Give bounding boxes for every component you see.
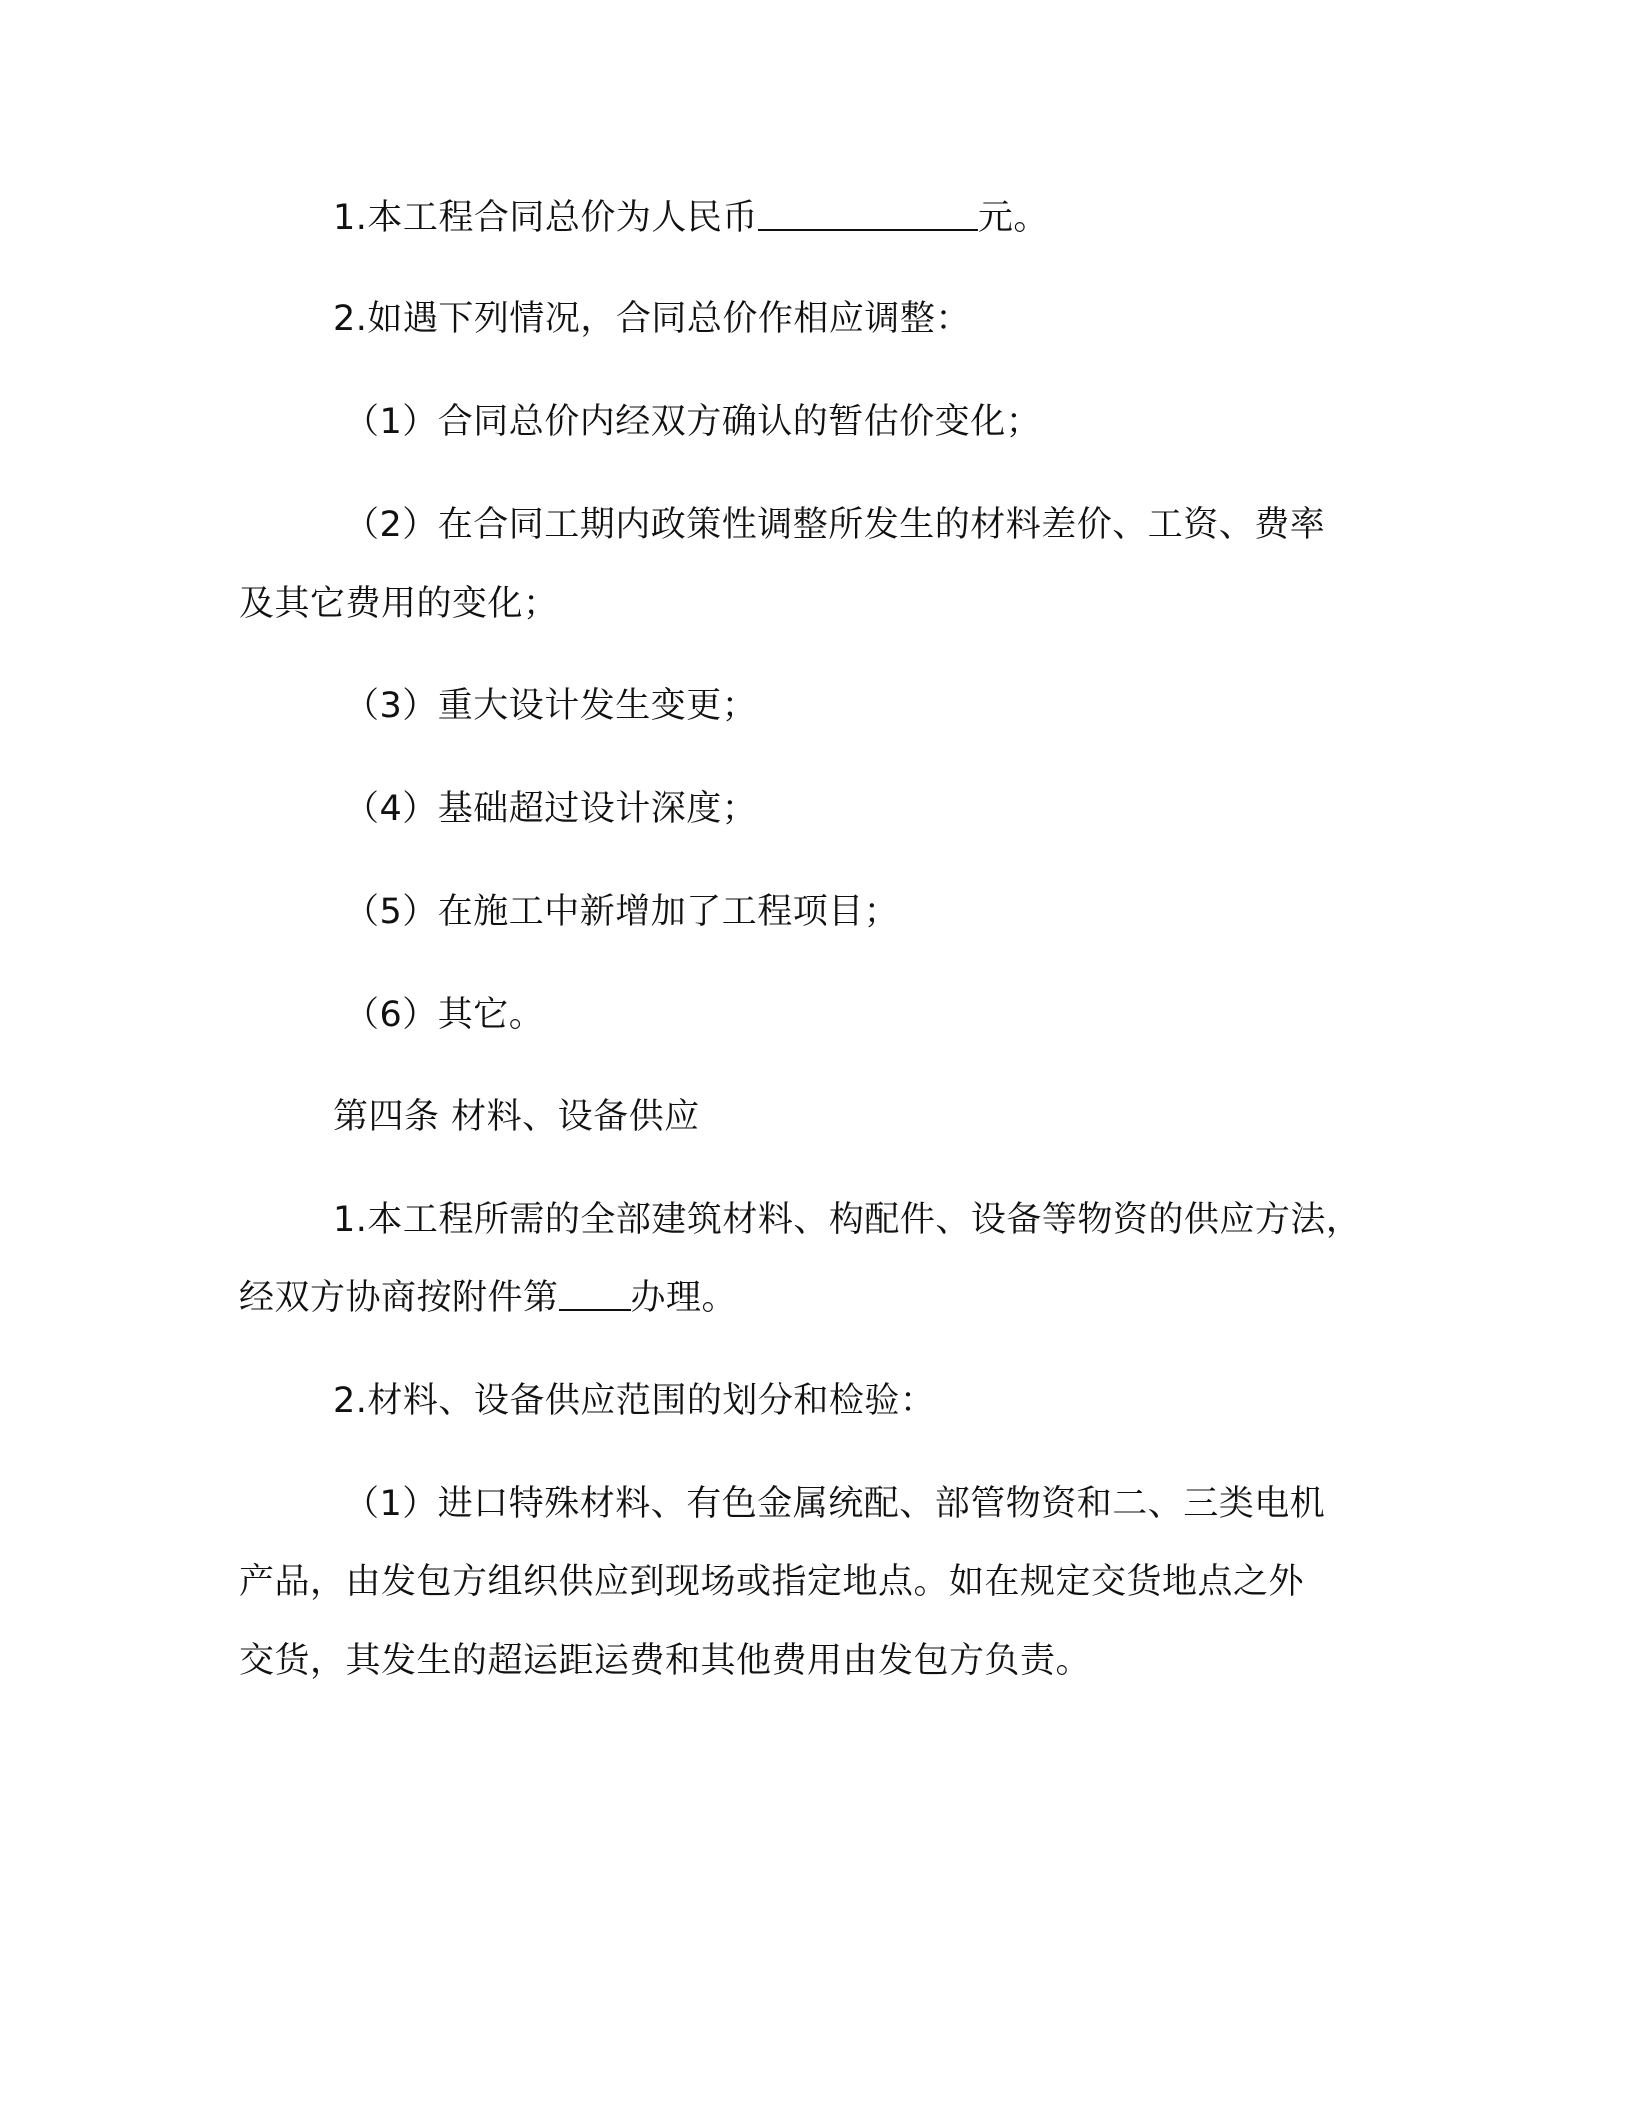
adjustment-item-4: （4）基础超过设计深度； (344, 789, 758, 829)
adjustment-item-6: （6）其它。 (344, 995, 545, 1035)
adjustment-item-2-line-1: （2）在合同工期内政策性调整所发生的材料差价、工资、费率 (344, 505, 1326, 545)
price-item-1-prefix: 1.本工程合同总价为人民币 (333, 198, 758, 238)
adjustment-item-2-line-2: 及其它费用的变化； (239, 584, 559, 624)
adjustment-item-5: （5）在施工中新增加了工程项目； (344, 892, 900, 932)
article-4-heading: 第四条 材料、设备供应 (333, 1097, 700, 1137)
supply-scope-item-1-line-1: （1）进口特殊材料、有色金属统配、部管物资和二、三类电机 (344, 1484, 1326, 1524)
adjustment-item-1: （1）合同总价内经双方确认的暂估价变化； (344, 402, 1042, 442)
supply-item-2: 2.材料、设备供应范围的划分和检验： (333, 1381, 936, 1421)
annex-number-blank (559, 1279, 631, 1311)
price-amount-blank (758, 199, 978, 231)
supply-item-1-line-2 (239, 1278, 737, 1318)
price-item-1-suffix: 元。 (977, 198, 1049, 238)
adjustment-item-3: （3）重大设计发生变更； (344, 686, 758, 726)
supply-item-1-line-2-prefix: 经双方协商按附件第 (239, 1278, 559, 1318)
supply-item-1-line-1: 1.本工程所需的全部建筑材料、构配件、设备等物资的供应方法， (333, 1200, 1362, 1240)
supply-scope-item-1-line-3: 交货，其发生的超运距运费和其他费用由发包方负责。 (239, 1641, 1092, 1681)
price-item-2: 2.如遇下列情况，合同总价作相应调整： (333, 299, 971, 339)
price-item-1 (333, 198, 1049, 238)
supply-item-1-line-2-suffix: 办理。 (630, 1278, 738, 1318)
supply-scope-item-1-line-2: 产品，由发包方组织供应到现场或指定地点。如在规定交货地点之外 (239, 1562, 1305, 1602)
